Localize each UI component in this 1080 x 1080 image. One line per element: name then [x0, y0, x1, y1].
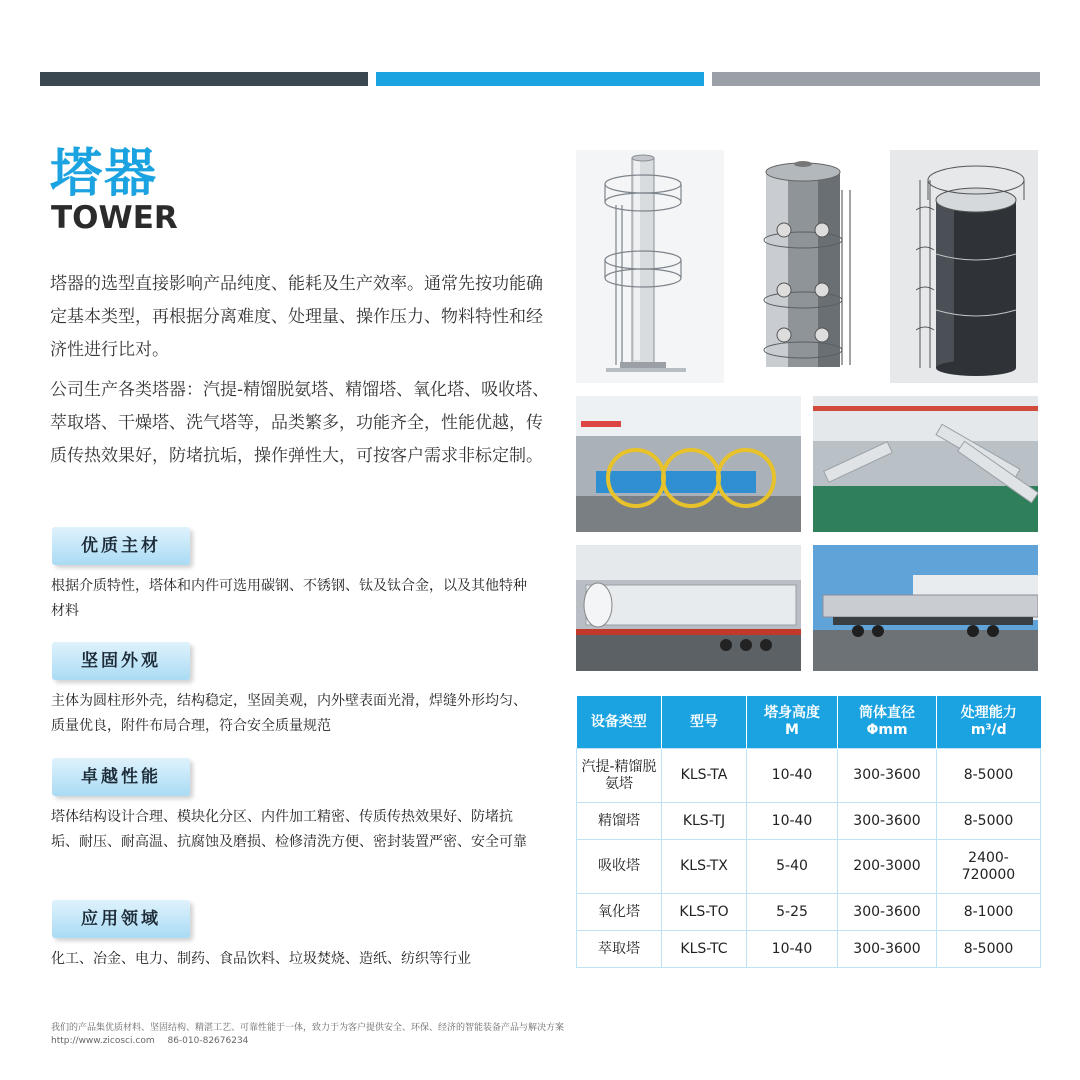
- table-cell: 10-40: [747, 749, 838, 803]
- table-cell: KLS-TO: [662, 894, 747, 931]
- table-cell: KLS-TA: [662, 749, 747, 803]
- tower-render-2-image: [732, 150, 880, 383]
- table-row: [577, 749, 1041, 803]
- section-text-applications: 化工、冶金、电力、制药、食品饮料、垃圾焚烧、造纸、纺织等行业: [51, 951, 471, 967]
- top-bar-blue: [376, 72, 704, 86]
- header-height: 塔身高度 M: [747, 696, 838, 749]
- table-cell: 氧化塔: [577, 894, 662, 931]
- table-cell: 300-3600: [838, 894, 937, 931]
- footer-tagline: 我们的产品集优质材料、坚固结构、精湛工艺、可靠性能于一体，致力于为客户提供安全、环保、经济的智能装备产品与解决方案: [51, 1023, 565, 1033]
- table-cell: KLS-TC: [662, 931, 747, 968]
- table-row: [577, 840, 1041, 894]
- intro-paragraph-1: 塔器的选型直接影响产品纯度、能耗及生产效率。通常先按功能确定基本类型，再根据分离难度、处理量、操作压力、物料特性和经济性进行比对。: [50, 274, 543, 360]
- transport-photo-2-image: [813, 545, 1038, 671]
- section-text-materials: 根据介质特性，塔体和内件可选用碳钢、不锈钢、钛及钛合金，以及其他特种材料: [51, 578, 527, 619]
- table-row: [577, 894, 1041, 931]
- spec-table: [576, 696, 1041, 968]
- tower-render-1-image: [576, 150, 724, 383]
- section-badge-applications: 应用领域: [52, 900, 190, 938]
- table-row: [577, 803, 1041, 840]
- table-cell: KLS-TX: [662, 840, 747, 894]
- table-cell: 吸收塔: [577, 840, 662, 894]
- header-capacity: 处理能力 m³/d: [937, 696, 1041, 749]
- table-cell: 300-3600: [838, 803, 937, 840]
- top-bar-grey: [712, 72, 1040, 86]
- table-row: [577, 931, 1041, 968]
- page-title-en: TOWER: [51, 200, 178, 236]
- header-diameter: 筒体直径 Φmm: [838, 696, 937, 749]
- table-cell: 精馏塔: [577, 803, 662, 840]
- table-cell: 8-5000: [937, 749, 1041, 803]
- footer-phone: 86-010-82676234: [167, 1036, 249, 1046]
- table-cell: 8-5000: [937, 931, 1041, 968]
- factory-photo-2-image: [813, 396, 1038, 532]
- header-equipment-type: 设备类型: [577, 696, 662, 749]
- table-cell: 5-25: [747, 894, 838, 931]
- section-text-appearance: 主体为圆柱形外壳，结构稳定，坚固美观，内外壁表面光滑，焊缝外形均匀、质量优良，附件布局合理，符合安全质量规范: [51, 693, 527, 734]
- table-cell: 10-40: [747, 931, 838, 968]
- section-badge-materials: 优质主材: [52, 527, 190, 565]
- factory-photo-1-image: [576, 396, 801, 532]
- table-cell: 2400-720000: [937, 840, 1041, 894]
- footer-contact: [51, 1036, 248, 1046]
- table-cell: 300-3600: [838, 749, 937, 803]
- table-header-row: [577, 696, 1041, 749]
- tower-render-3-image: [890, 150, 1038, 383]
- table-cell: 200-3000: [838, 840, 937, 894]
- transport-photo-1-image: [576, 545, 801, 671]
- table-cell: 5-40: [747, 840, 838, 894]
- top-bar-dark: [40, 72, 368, 86]
- table-cell: 8-5000: [937, 803, 1041, 840]
- table-cell: 8-1000: [937, 894, 1041, 931]
- table-cell: 萃取塔: [577, 931, 662, 968]
- table-cell: 10-40: [747, 803, 838, 840]
- table-cell: 300-3600: [838, 931, 937, 968]
- section-badge-appearance: 坚固外观: [52, 642, 190, 680]
- footer-website-link[interactable]: http://www.zicosci.com: [51, 1036, 155, 1046]
- section-badge-performance: 卓越性能: [52, 758, 190, 796]
- intro-paragraph-2: 公司生产各类塔器：汽提-精馏脱氨塔、精馏塔、氧化塔、吸收塔、萃取塔、干燥塔、洗气塔等，品类繁多，功能齐全，性能优越，传质传热效果好，防堵抗垢，操作弹性大，可按客户需求非标定制。: [50, 380, 550, 466]
- page-title-cn: 塔器: [50, 144, 159, 204]
- section-text-performance: 塔体结构设计合理、模块化分区、内件加工精密、传质传热效果好、防堵抗垢、耐压、耐高温、抗腐蚀及磨损、检修清洗方便、密封装置严密、安全可靠: [51, 809, 527, 850]
- table-cell: KLS-TJ: [662, 803, 747, 840]
- header-model: 型号: [662, 696, 747, 749]
- table-cell: 汽提-精馏脱氨塔: [577, 749, 662, 803]
